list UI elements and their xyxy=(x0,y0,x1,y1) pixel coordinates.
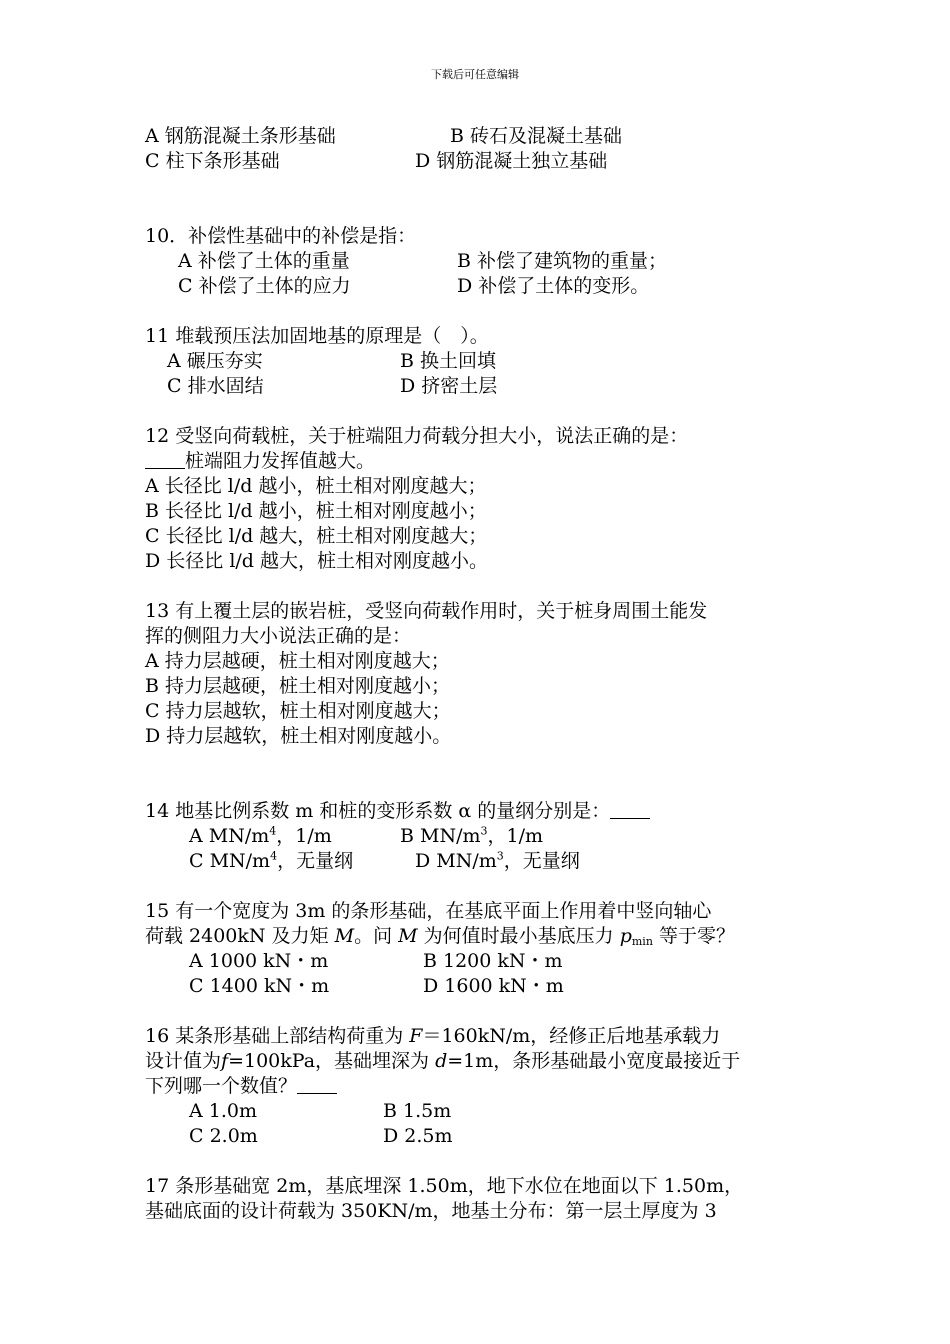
q11-option-b: B 换土回填 xyxy=(400,350,497,372)
q11-row-1 xyxy=(145,349,825,374)
q15-option-a: A 1000 kN・m xyxy=(189,950,329,972)
q13-option-a: A 持力层越硬，桩土相对刚度越大； xyxy=(145,650,450,672)
q14-row-2 xyxy=(145,849,825,874)
q10-stem: 10．补偿性基础中的补偿是指： xyxy=(145,225,417,247)
q11-row-2 xyxy=(145,374,825,399)
q14-option-a: A $MN/m^4$，1/m xyxy=(189,824,332,847)
q12-stem: 12 受竖向荷载桩，关于桩端阻力荷载分担大小，说法正确的是： xyxy=(145,425,689,447)
answer-blank xyxy=(297,1075,337,1094)
q12-option-c: C 长径比 l/d 越大，桩土相对刚度越大； xyxy=(145,525,488,547)
q16-option-a: A 1.0m xyxy=(189,1100,257,1122)
q15-option-b: B 1200 kN・m xyxy=(423,950,563,972)
q14-option-c: C $MN/m^4$，无量纲 xyxy=(189,849,354,872)
q11-option-d: D 挤密土层 xyxy=(400,375,498,397)
q9-option-a: A 钢筋混凝土条形基础 xyxy=(145,125,336,147)
q10-option-d: D 补偿了土体的变形。 xyxy=(457,275,650,297)
q16-option-c: C 2.0m xyxy=(189,1125,258,1147)
answer-blank xyxy=(145,450,185,469)
q12-option-d: D 长径比 l/d 越大，桩土相对刚度越小。 xyxy=(145,550,488,572)
q11-option-a: A 碾压夯实 xyxy=(167,350,263,372)
q9-option-d: D 钢筋混凝土独立基础 xyxy=(415,150,608,172)
q15-stem-2: 荷载 2400kN 及力矩 M。问 M 为何值时最小基底压力 $p_{min}$ 等于零？ xyxy=(145,925,735,948)
q17-stem-2: 基础底面的设计荷载为 350KN/m，地基土分布：第一层土厚度为 3 xyxy=(145,1200,717,1222)
q10-row-2 xyxy=(145,274,825,299)
answer-blank xyxy=(610,800,650,819)
q16-row-1 xyxy=(145,1099,825,1124)
q16-option-b: B 1.5m xyxy=(383,1100,452,1122)
q17-stem-1: 17 条形基础宽 2m，基底埋深 1.50m，地下水位在地面以下 1.50m， xyxy=(145,1175,744,1197)
q15-option-c: C 1400 kN・m xyxy=(189,975,330,997)
q9-row-1 xyxy=(145,124,825,149)
q15-row-2 xyxy=(145,974,825,999)
q11-stem: 11 堆载预压法加固地基的原理是（ ）。 xyxy=(145,325,489,347)
q10-option-c: C 补偿了土体的应力 xyxy=(178,275,351,297)
q9-option-b: B 砖石及混凝土基础 xyxy=(450,125,623,147)
question-content xyxy=(145,124,825,1224)
q13-option-d: D 持力层越软，桩土相对刚度越小。 xyxy=(145,725,452,747)
q14-row-1 xyxy=(145,824,825,849)
q15-stem: 15 有一个宽度为 3m 的条形基础，在基底平面上作用着中竖向轴心 xyxy=(145,900,712,922)
q16-option-d: D 2.5m xyxy=(383,1125,453,1147)
q13-option-b: B 持力层越硬，桩土相对刚度越小； xyxy=(145,675,451,697)
q14-option-b: B $MN/m^3$，1/m xyxy=(400,824,544,847)
q13-stem: 13 有上覆土层的嵌岩桩，受竖向荷载作用时，关于桩身周围土能发 xyxy=(145,600,708,622)
q10-option-a: A 补偿了土体的重量 xyxy=(178,250,350,272)
q11-option-c: C 排水固结 xyxy=(167,375,264,397)
q13-stem-2: 挥的侧阻力大小说法正确的是： xyxy=(145,625,412,647)
q14-stem: 14 地基比例系数 m 和桩的变形系数 α 的量纲分别是： xyxy=(145,799,825,824)
q16-stem-1: 16 某条形基础上部结构荷重为 F＝160kN/m，经修正后地基承载力 xyxy=(145,1025,721,1047)
q12-option-b: B 长径比 l/d 越小，桩土相对刚度越小； xyxy=(145,500,487,522)
q15-row-1 xyxy=(145,949,825,974)
q12-stem-2: 桩端阻力发挥值越大。 xyxy=(145,449,825,474)
q16-stem-2: 设计值为f=100kPa，基础埋深为 d=1m，条形基础最小宽度最接近于 xyxy=(145,1050,741,1072)
q12-option-a: A 长径比 l/d 越小，桩土相对刚度越大； xyxy=(145,475,487,497)
q14-option-d: D $MN/m^3$，无量纲 xyxy=(415,849,580,872)
q10-option-b: B 补偿了建筑物的重量； xyxy=(457,250,668,272)
q9-option-c: C 柱下条形基础 xyxy=(145,150,280,172)
page-header: 下载后可任意编辑 xyxy=(431,68,519,81)
q16-stem-3: 下列哪一个数值？ xyxy=(145,1074,825,1099)
q16-row-2 xyxy=(145,1124,825,1149)
q10-row-1 xyxy=(145,249,825,274)
q15-option-d: D 1600 kN・m xyxy=(423,975,564,997)
q13-option-c: C 持力层越软，桩土相对刚度越大； xyxy=(145,700,451,722)
q9-row-2 xyxy=(145,149,825,174)
